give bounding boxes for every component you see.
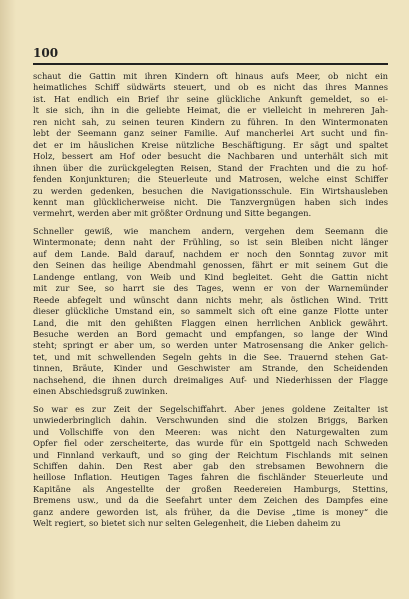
text-line: Opfer fiel oder zerscheiterte, das wurde für ein Spottgeld nach Schweden bbox=[33, 438, 388, 449]
text-line: kennt man glücklicherweise nicht. Die Tanzvergnügen haben sich indes bbox=[33, 196, 388, 207]
text-line: und Vollschiffe von den Meeren: was nicht den Naturgewalten zum bbox=[33, 426, 388, 437]
text-line: Land, die mit den gehißten Flaggen einen herrlichen Anblick gewährt. bbox=[33, 317, 388, 328]
text-line: steht; springt er aber um, so werden unter Matrosensang die Anker gelich- bbox=[33, 340, 388, 351]
text-line: Besuche werden an Bord gemacht und empfangen, so lange der Wind bbox=[33, 328, 388, 339]
text-line: mit zur See, so harrt sie des Tages, wenn er von der Warnemünder bbox=[33, 283, 388, 294]
text-line: lebt der Seemann ganz seiner Familie. Auf mancherlei Art sucht und fin- bbox=[33, 128, 388, 139]
text-line: Schneller gewiß, wie manchem andern, vergehen dem Seemann die bbox=[33, 225, 388, 236]
text-line: ist. Hat endlich ein Brief ihr seine glückliche Ankunft gemeldet, so ei- bbox=[33, 93, 388, 104]
text-line: zu werden gedenken, besuchen die Navigationsschule. Ein Wirtshausleben bbox=[33, 185, 388, 196]
paragraph bbox=[33, 226, 388, 398]
page-gutter-shadow bbox=[0, 0, 16, 599]
text-line: schaut die Gattin mit ihren Kindern oft hinaus aufs Meer, ob nicht ein bbox=[33, 71, 388, 81]
text-line: auf dem Lande. Bald darauf, nachdem er noch den Sonntag zuvor mit bbox=[33, 248, 388, 259]
text-line: det er im häuslichen Kreise nützliche Beschäftigung. Er sägt und spaltet bbox=[33, 139, 388, 150]
text-line: einen Abschiedsgruß zuwinken. bbox=[33, 386, 168, 397]
text-line: ganz andere geworden ist, als früher, da die Devise „time is money“ die bbox=[33, 506, 388, 517]
text-line: Wintermonate; denn naht der Frühling, so ist sein Bleiben nicht länger bbox=[33, 237, 388, 248]
text-line: So war es zur Zeit der Segelschiffahrt. Aber jenes goldene Zeitalter ist bbox=[33, 403, 388, 414]
text-line: und Finnland verkauft, und so ging der Reichtum Fischlands mit seinen bbox=[33, 449, 388, 460]
paragraph bbox=[33, 404, 388, 530]
text-line: ihnen über die zurückgelegten Reisen, Stand der Frachten und die zu hof- bbox=[33, 162, 388, 173]
text-line: nachsehend, die ihnen durch dreimaliges Auf- und Niederhissen der Flagge bbox=[33, 374, 388, 385]
text-line: Holz, bessert am Hof oder besucht die Nachbaren und unterhält sich mit bbox=[33, 151, 388, 162]
text-line: heillose Inflation. Heutigen Tages fahren die fischländer Steuerleute und bbox=[33, 472, 388, 483]
text-line: Reede abfegelt und wünscht dann nichts mehr, als östlichen Wind. Tritt bbox=[33, 294, 388, 305]
text-line: Welt regiert, so bietet sich nur selten Gelegenheit, die Lieben daheim zu bbox=[33, 518, 341, 529]
text-line: dieser glückliche Umstand ein, so sammelt sich oft eine ganze Flotte unter bbox=[33, 306, 388, 317]
header-rule bbox=[33, 63, 388, 65]
text-line: lt sie sich, ihn in die geliebte Heimat, die er vielleicht in mehreren Jah- bbox=[33, 105, 388, 116]
text-line: Schiffen dahin. Den Rest aber gab den strebsamen Bewohnern die bbox=[33, 460, 388, 471]
text-line: heimatliches Schiff südwärts steuert, und ob es nicht das ihres Mannes bbox=[33, 82, 388, 93]
text-line: ren nicht sah, zu seinen teuren Kindern zu führen. In den Wintermonaten bbox=[33, 116, 388, 127]
text-line: fenden Konjunkturen; die Steuerleute und Matrosen, welche einst Schiffer bbox=[33, 174, 388, 185]
text-line: vermehrt, werden aber mit größter Ordnung und Sitte begangen. bbox=[33, 208, 312, 219]
text-line: den Seinen das heilige Abendmahl genossen, fährt er mit seinem Gut die bbox=[33, 260, 388, 271]
text-line: Kapitäne als Angestellte der großen Reedereien Hamburgs, Stettins, bbox=[33, 483, 388, 494]
page-number: 100 bbox=[33, 46, 59, 60]
text-line: Bremens usw., und da die Seefahrt unter dem Zeichen des Dampfes eine bbox=[33, 495, 388, 506]
paragraph bbox=[33, 71, 388, 220]
text-line: Landenge entlang, von Weib und Kind begleitet. Geht die Gattin nicht bbox=[33, 271, 388, 282]
text-line: tet, und mit schwellenden Segeln gehts in die See. Trauernd stehen Gat- bbox=[33, 351, 388, 362]
text-line: unwiederbringlich dahin. Verschwunden sind die stolzen Briggs, Barken bbox=[33, 415, 388, 426]
text-line: tinnen, Bräute, Kinder und Geschwister am Strande, den Scheidenden bbox=[33, 363, 388, 374]
body-text bbox=[33, 71, 388, 536]
